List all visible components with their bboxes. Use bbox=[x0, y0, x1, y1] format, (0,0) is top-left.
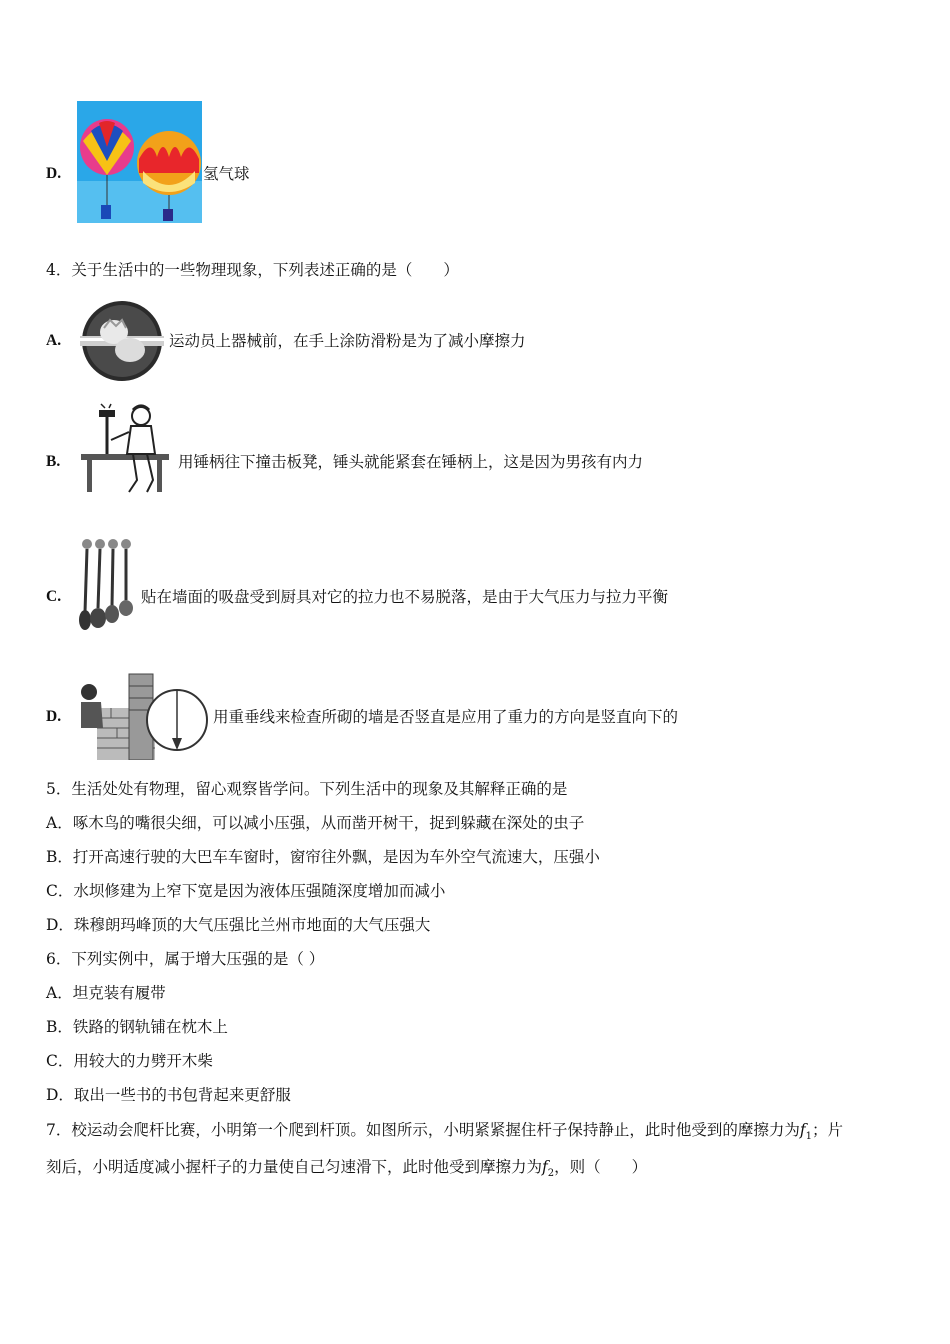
question-5-option: C．水坝修建为上窄下宽是因为液体压强随深度增加而减小 bbox=[46, 882, 446, 900]
option-label: D. bbox=[46, 708, 62, 725]
question-6-stem: 6．下列实例中，属于增大压强的是（ ） bbox=[46, 950, 325, 968]
option-label: C. bbox=[46, 588, 62, 605]
question-7-text: 7．校运动会爬杆比赛，小明第一个爬到杆顶。如图所示，小明紧紧握住杆子保持静止，此时他受到的摩擦力为 bbox=[46, 1121, 800, 1139]
question-7-text: ，则（ ） bbox=[554, 1158, 648, 1176]
friction-f2-symbol: f bbox=[542, 1158, 548, 1176]
hydrogen-balloon-icon bbox=[77, 101, 202, 223]
option-text: 运动员上器械前，在手上涂防滑粉是为了减小摩擦力 bbox=[169, 332, 526, 350]
option-text: 贴在墙面的吸盘受到厨具对它的拉力也不易脱落，是由于大气压力与拉力平衡 bbox=[141, 588, 669, 606]
option-label: A. bbox=[46, 332, 62, 349]
option-text: 用锤柄往下撞击板凳，锤头就能紧套在锤柄上，这是因为男孩有内力 bbox=[178, 453, 644, 471]
question-6-option: A．坦克装有履带 bbox=[46, 984, 166, 1002]
option-label: D. bbox=[46, 165, 62, 182]
gymnast-hands-icon bbox=[80, 300, 164, 382]
option-text: 氢气球 bbox=[203, 165, 250, 183]
question-7-text: ；片 bbox=[812, 1121, 844, 1139]
option-label: B. bbox=[46, 453, 61, 470]
question-5-option: A．啄木鸟的嘴很尖细，可以减小压强，从而凿开树干，捉到躲藏在深处的虫子 bbox=[46, 814, 585, 832]
friction-f1-symbol: f bbox=[799, 1121, 806, 1139]
question-6-option: D．取出一些书的书包背起来更舒服 bbox=[46, 1086, 291, 1104]
option-text: 用重垂线来检查所砌的墙是否竖直是应用了重力的方向是竖直向下的 bbox=[213, 708, 679, 726]
boy-hammer-bench-icon bbox=[77, 402, 177, 496]
suction-hooks-utensils-icon bbox=[78, 538, 136, 632]
question-4-stem: 4．关于生活中的一些物理现象，下列表述正确的是（ ） bbox=[46, 261, 459, 279]
question-6-option: C．用较大的力劈开木柴 bbox=[46, 1052, 213, 1070]
question-7-text: 刻后，小明适度减小握杆子的力量使自己匀速滑下，此时他受到摩擦力为 bbox=[46, 1158, 543, 1176]
question-7-stem-line1 bbox=[46, 1120, 843, 1147]
question-7-stem-line2 bbox=[46, 1157, 647, 1184]
question-6-option: B．铁路的钢轨铺在枕木上 bbox=[46, 1018, 228, 1036]
question-5-option: D．珠穆朗玛峰顶的大气压强比兰州市地面的大气压强大 bbox=[46, 916, 431, 934]
friction-f2-subscript: 2 bbox=[547, 1168, 555, 1180]
plumb-line-wall-icon bbox=[77, 672, 209, 760]
question-5-stem: 5．生活处处有物理，留心观察皆学问。下列生活中的现象及其解释正确的是 bbox=[46, 780, 568, 798]
friction-f1-subscript: 1 bbox=[805, 1131, 812, 1143]
question-5-option: B．打开高速行驶的大巴车车窗时，窗帘往外飘，是因为车外空气流速大，压强小 bbox=[46, 848, 600, 866]
